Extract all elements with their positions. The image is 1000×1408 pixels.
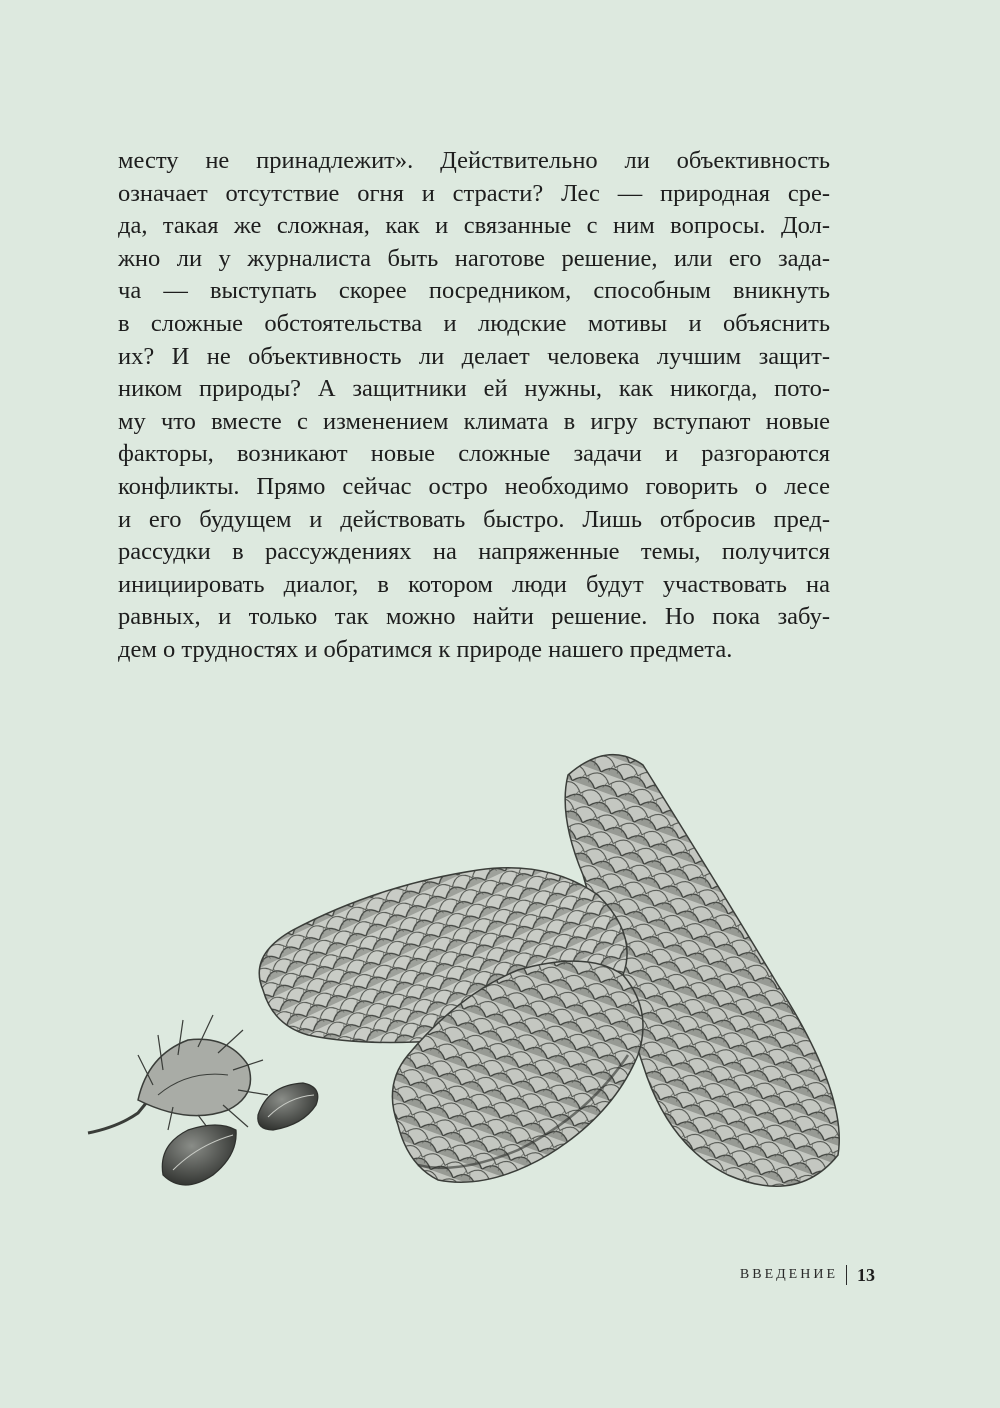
text-line: дем о трудностях и обратимся к природе нашего предмета.: [118, 635, 733, 663]
text-line: и его будущем и действовать быстро. Лишь отбросив пред-: [118, 505, 830, 533]
text-line: жно ли у журналиста быть наготове решение, или его зада-: [118, 244, 830, 272]
text-line: равных, и только так можно найти решение. Но пока забу-: [118, 603, 830, 631]
text-line: в сложные обстоятельства и людские мотивы и объяснить: [118, 309, 830, 337]
text-line: рассудки в рассуждениях на напряженные темы, получится: [118, 538, 830, 566]
beech-nut: [162, 1125, 236, 1185]
page-footer: [740, 1264, 875, 1286]
text-line: ча — выступать скорее посредником, способным вникнуть: [118, 277, 830, 305]
beech-husk: [88, 1015, 268, 1135]
text-line: конфликты. Прямо сейчас остро необходимо говорить о лесе: [118, 472, 830, 500]
pine-cones-illustration: [78, 735, 898, 1215]
text-line: ником природы? А защитники ей нужны, как никогда, пото-: [118, 375, 830, 403]
text-line: факторы, возникают новые сложные задачи и разгораются: [118, 440, 830, 468]
text-line: месту не принадлежит». Действительно ли объективность: [118, 147, 830, 174]
page-number: 13: [857, 1265, 875, 1285]
text-line: означает отсутствие огня и страсти? Лес — природная сре-: [118, 179, 830, 207]
text-line: да, такая же сложная, как и связанные с ним вопросы. Дол-: [118, 212, 830, 240]
beech-nut: [258, 1083, 318, 1130]
text-line: их? И не объективность ли делает человека лучшим защит-: [118, 342, 830, 370]
body-text: [118, 145, 830, 667]
text-line: инициировать диалог, в котором люди будут участвовать на: [118, 570, 830, 598]
text-line: му что вместе с изменением климата в игру вступают новые: [118, 407, 830, 435]
running-head: ВВЕДЕНИЕ: [739, 1267, 838, 1282]
divider: [846, 1265, 847, 1285]
